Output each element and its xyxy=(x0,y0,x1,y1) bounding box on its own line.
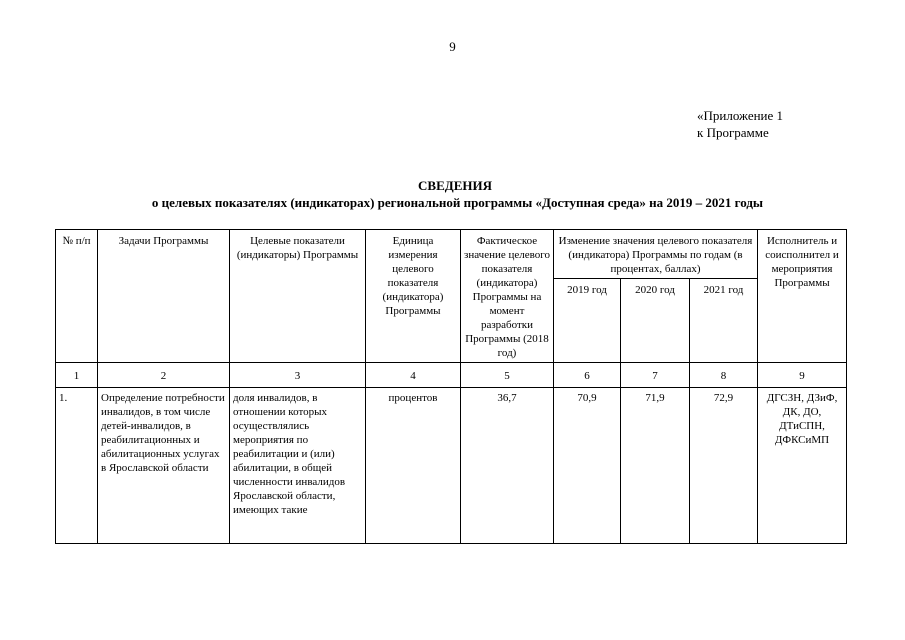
header-year-2019: 2019 год xyxy=(554,279,621,363)
column-number: 8 xyxy=(690,363,758,388)
column-number: 6 xyxy=(554,363,621,388)
header-indicators: Целевые показатели (индикаторы) Программы xyxy=(230,230,366,363)
indicators-table xyxy=(55,229,847,544)
row-task: Определение потребности инвалидов, в том числе детей-инвалидов, в реабилитационных и абилитационных услугах в Ярославской области xyxy=(98,388,230,544)
header-unit: Единица измерения целевого показателя (индикатора) Программы xyxy=(366,230,461,363)
column-number: 9 xyxy=(758,363,847,388)
row-value-2021: 72,9 xyxy=(690,388,758,544)
column-numbers-row xyxy=(56,363,847,388)
row-actual: 36,7 xyxy=(461,388,554,544)
row-num: 1. xyxy=(56,388,98,544)
column-number: 1 xyxy=(56,363,98,388)
header-change: Изменение значения целевого показателя (индикатора) Программы по годам (в процентах, баллах) xyxy=(554,230,758,279)
header-executor: Исполнитель и соисполнител и мероприятия Программы xyxy=(758,230,847,363)
column-number: 5 xyxy=(461,363,554,388)
document-heading xyxy=(0,177,905,211)
appendix-note xyxy=(697,107,783,141)
table-row xyxy=(56,388,847,544)
column-number: 7 xyxy=(621,363,690,388)
column-number: 3 xyxy=(230,363,366,388)
page-number: 9 xyxy=(449,39,456,54)
appendix-line-2: к Программе xyxy=(697,125,769,140)
row-value-2019: 70,9 xyxy=(554,388,621,544)
column-number: 4 xyxy=(366,363,461,388)
header-num: № п/п xyxy=(56,230,98,363)
header-year-2020: 2020 год xyxy=(621,279,690,363)
row-unit: процентов xyxy=(366,388,461,544)
header-actual: Фактическое значение целевого показателя (индикатора) Программы на момент разработки Программы (2018 год) xyxy=(461,230,554,363)
document-title: СВЕДЕНИЯ xyxy=(418,178,492,193)
document-subtitle: о целевых показателях (индикаторах) региональной программы «Доступная среда» на 2019 – 2021 годы xyxy=(151,195,764,210)
appendix-line-1: «Приложение 1 xyxy=(697,108,784,123)
row-executor: ДГСЗН, ДЗиФ, ДК, ДО, ДТиСПН, ДФКСиМП xyxy=(758,388,847,544)
header-row xyxy=(56,230,847,279)
row-indicator: доля инвалидов, в отношении которых осуществлялись мероприятия по реабилитации и (или) абилитации, в общей численности инвалидов Ярославской области, имеющих такие xyxy=(230,388,366,544)
header-year-2021: 2021 год xyxy=(690,279,758,363)
column-number: 2 xyxy=(98,363,230,388)
row-value-2020: 71,9 xyxy=(621,388,690,544)
header-tasks: Задачи Программы xyxy=(98,230,230,363)
